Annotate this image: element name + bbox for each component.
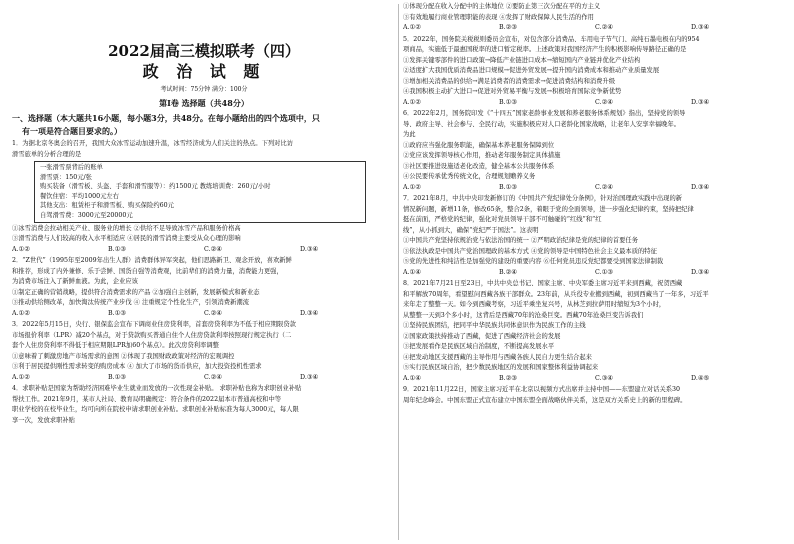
question-stem: 7．2021年8月，中共中央印发新修订的《中国共产党纪律处分条例》，针对治国理政实践中出现的新	[403, 195, 683, 202]
option-line: ④公民要传承优秀传统文化，合理规划赡养义务	[403, 173, 536, 180]
option-line: ③有效地履行商业管理职能的表现 ④发挥了财政保障人民生活的作用	[403, 13, 594, 21]
choice-b: B.②④	[499, 268, 517, 276]
bill-line: 一张滑雪票背后的账单	[40, 164, 103, 171]
choice-a: A.①②	[403, 24, 421, 31]
bill-line: 餐饮住宿：平均1000元左右	[40, 192, 119, 200]
question-4	[12, 384, 396, 426]
option-line: ②党应该发挥领导核心作用，推动老年服务制定具体措施	[403, 152, 561, 159]
answer-choices	[403, 374, 787, 385]
option-line: ③依法执政是中国共产党治国理政的基本方式 ④党的领导是中国特色社会主义最本质的特征	[403, 247, 657, 255]
bill-line: 自驾滑雪费：3000元至20000元	[40, 211, 133, 219]
choice-a: A.①②	[12, 309, 30, 317]
answer-choices	[12, 245, 396, 256]
option-line: ②国家政策扶持推动了西藏，促进了西藏经济社会的发展	[403, 332, 561, 340]
option-line: ①体现分配在收入分配中的主体地位 ②要防止第三次分配在平的方主义	[403, 3, 601, 10]
question-6	[403, 109, 787, 193]
choice-c: C.①③	[595, 268, 613, 276]
option-line: ③把发展看作是民族区域自治制度，不断提高发展水平	[403, 343, 555, 350]
choice-b: B.①③	[108, 373, 126, 381]
question-stem: 3．2022年5月15日，央行、银保监会宣布下调商业住房贷利率，首套房贷利率为不低于相应期限贷款	[12, 321, 296, 329]
question-stem: 职业学校的在校毕业生，均可向所在院校申请求职创业补贴。求职创业补贴标准为每人3000元，每人限	[12, 406, 299, 414]
question-stem: 8．2021年7月21日至23日，中共中央总书记、国家主席、中央军委主席习近平来到西藏，祝贺西藏	[403, 280, 683, 287]
question-stem: 和平解放70周年，看望慰问西藏各族干部群众。23年前，从兵役专业搬到西藏，初到西藏当了一年多，习近平	[403, 290, 709, 298]
option-line: ③滑雪消费与人们较高的收入水平相适应 ④居民的滑雪消费主要受从众心理的影响	[12, 235, 241, 243]
question-3	[12, 320, 396, 383]
choice-c: C.②④	[204, 245, 222, 253]
section-heading-line: 有一项是符合题目要求的。）	[22, 126, 122, 136]
choice-d: D.③④	[691, 268, 710, 276]
question-stem: 1．为据北京冬奥会的召开，我国大众冰雪运动加速升温，冰雪经济成为人们关注的热点。下列对比访	[12, 140, 294, 147]
choice-d: D.③④	[691, 98, 710, 106]
choice-a: A.①②	[12, 373, 30, 381]
question-1	[12, 139, 396, 255]
answer-choices	[403, 183, 787, 194]
section-heading-line: 一、选择题（本大题共16小题，每小题3分，共48分。在每小题给出的四个选项中，只	[12, 113, 320, 123]
section-heading	[12, 112, 396, 138]
choice-d: D.④⑤	[691, 374, 710, 382]
question-stem: 滑雪旅单的分析合理的是	[12, 150, 82, 158]
right-column	[403, 0, 787, 544]
left-column	[12, 0, 396, 544]
choice-b: B.①③	[108, 245, 126, 253]
question-2	[12, 256, 396, 319]
choice-d: D.③④	[691, 24, 710, 31]
option-line: ③推动供给侧改革，加快淘汰传统产业步伐 ④ 注重规定个性化生产，引领消费新潮流	[12, 299, 249, 307]
answer-choices	[403, 268, 787, 279]
option-line: ①制定正确的营销战略，提供符合消费需求的产品 ②加强自主创新，发展新模式和新业态	[12, 288, 260, 296]
choice-a: A.①②	[12, 245, 30, 253]
option-line: ①坚持民族团结，把同平中华民族共同体意识作为民族工作的主线	[403, 322, 586, 329]
bill-line: 购买装备（滑雪板、头盔、手套和滑雪服等）：约1500元 教练培训费：260元/小时	[40, 183, 271, 191]
choice-c: C.②④	[204, 309, 222, 317]
question-stem: ③增加相关消费品的供给→满足消费者的消费需求→促进消费结构和消费升级	[403, 77, 616, 85]
question-stem: 2．“Z世代”（1995年至2009年出生人群）消费群体异军突起，他们思路新卫、观念开放，喜欢新鲜	[12, 257, 292, 265]
exam-title: 2022届高三模拟联考（四）	[108, 42, 300, 60]
question-stem: 套个人住房贷利率不得低于相应期限LPR加60个基点）。此次房贷利率调整	[12, 342, 219, 350]
question-stem: ①发挥关键零部件的进口政策→降低产业链进口成本→缩短国内产业链并优化产业结构	[403, 56, 641, 64]
bill-line: 其他支出：租赁柜子和滑雪板、购买保险约60元	[40, 202, 174, 210]
question-stem: 6．2022年2月，国务院印发《“十四五”国家老龄事业发展和养老服务体系规划》指出，坚持党的领导	[403, 110, 686, 117]
column-divider	[398, 4, 399, 540]
choice-c: C.②④	[595, 183, 613, 191]
choice-d: D.③④	[691, 183, 710, 191]
choice-c: C.②④	[204, 373, 222, 381]
choice-b: B.①③	[499, 98, 517, 106]
question-stem: 线”，从小抓到大，确保“党纪严于国法”。这表明	[403, 226, 539, 234]
question-stem: 4．求职补贴是国家为帮助经济困难毕业生就业而发放的一次性现金补贴。 求职补贴也称为求职创业补贴	[12, 385, 302, 393]
question-9	[403, 385, 787, 406]
part-title: 第Ⅰ卷 选择题（共48分）	[159, 98, 249, 108]
choice-c: C.③④	[595, 374, 613, 382]
question-stem: 情况新问题，新增11条，修改65条，整合2条，着眼于党的全面领导，进一步强化纪律约束，坚持把纪律	[403, 205, 694, 213]
answer-choices	[12, 309, 396, 320]
question-stem: ④我国积极主动扩大进口→促进对外贸易平衡与发展→积极培育国际竞争新优势	[403, 88, 622, 95]
choice-c: C.②④	[595, 98, 613, 106]
question-stem: 周年纪念峰会。中国东盟正式宣布建立中国东盟全面战略伙伴关系，这是双方关系史上的新的里程碑。	[403, 396, 687, 404]
question-stem: 5．2022年，国务院关税税则委员会宣布，对包含部分消费品、车用电子节气门、高纯石墨电极在内的954	[403, 35, 700, 43]
option-line: ①冰雪消费会拉动相关产业、服务业的增长 ②供给不足导致冰雪产品和服务价格高	[12, 224, 241, 232]
choice-b: B.②③	[499, 24, 517, 31]
bill-line: 滑雪票：150元/张	[40, 173, 92, 181]
option-line: ④把发动地区支援西藏的主导作用与西藏各族人民自力更生结合起来	[403, 353, 592, 361]
question-stem: 项商品，实施低于最惠国税率的进口暂定税率。上述政策对我国经济产生的积极影响传导路径正确的是	[403, 46, 687, 53]
question-stem: 享一次，发放求职补贴	[12, 416, 75, 424]
choice-a: A.①②	[403, 183, 421, 191]
answer-choices	[12, 373, 396, 384]
question-stem: 来年走了整整一天。如今到西藏考察，习近平乘坐复兴号，从林芝到拉萨用时缩短为3个小时，	[403, 301, 666, 308]
choice-a: A.①④	[403, 374, 421, 382]
question-8	[403, 279, 787, 384]
question-4-options	[403, 2, 787, 34]
question-stem: 导、政府主导、社会参与、全民行动，实施积极应对人口老龄化国家战略，让老年人安享幸福晚年。	[403, 120, 681, 128]
choice-b: B.①③	[499, 183, 517, 191]
question-stem: 和推荐，形成了内外兼修、乐于尝鲜、国货自强等消费观，比前辈们的消费力量，消费能力更强，	[12, 267, 283, 275]
option-line: ①意味着了刺激房地产市场需求的意图 ②体现了我国财政政策对经济的宏观调控	[12, 352, 235, 360]
question-5	[403, 35, 787, 109]
choice-d: D.③④	[300, 309, 319, 317]
option-line: ①中国共产党坚持依规治党与依法治国的统一 ②严明政治纪律是党的纪律的首要任务	[403, 237, 638, 244]
question-7	[403, 194, 787, 278]
question-stem: 挺在前面，严格党的纪律，强化对党员领导干部不可触碰的“红线”和“红	[403, 216, 602, 223]
choice-d: D.③④	[300, 245, 319, 253]
option-line: ③利于居民提供刚性需求转变的购房成本 ④ 加大了市场的货币供应，加大投资投机性需求	[12, 363, 262, 371]
option-line: ⑤党的先进性和纯洁性是加强党的建设的重要内容 ⑥任何党员违反党纪都要受到国家法律制裁	[403, 258, 664, 265]
option-line: ③社区要推进设施适老化改造，健全基本公共服务体系	[403, 162, 555, 170]
question-stem: 帮扶工作。2021年9月，某市人社局、教育局明确规定：符合条件的2022届本市普通高校和中等	[12, 395, 282, 403]
exam-info: 考试时间：75分钟 满分：100分	[160, 86, 248, 93]
question-stem: 为此	[403, 131, 416, 138]
answer-choices	[403, 98, 787, 109]
question-stem: 从整整一天到3个多小时，这背后是西藏70年的沧桑巨变。西藏70年沧桑巨变告诉我们	[403, 311, 644, 319]
choice-d: D.③④	[300, 373, 319, 381]
choice-c: C.②④	[595, 24, 613, 31]
option-line: ⑤实行民族区域自治，把少数民族地区的发展和国家整体利益协调起来	[403, 364, 599, 371]
option-line: ①政府应当强化服务职能，确保基本养老服务保障到位	[403, 141, 555, 149]
bill-box	[34, 161, 366, 223]
question-stem: 为消费市场注入了新鲜血液。为此，企业应该	[12, 278, 138, 286]
question-stem: 市场报价利率（LPR）减20个基点，对于贷款购买普通自住个人住房贷款利率按照现行规定执行（二	[12, 331, 292, 339]
choice-b: B.①③	[108, 309, 126, 317]
choice-a: A.①④	[403, 268, 421, 276]
answer-choices	[403, 23, 787, 34]
question-stem: 9．2021年11月22日，国家主席习近平在北京以视频方式出席并主持中国——东盟建立对话关系30	[403, 386, 681, 393]
choice-b: B.②③	[499, 374, 517, 382]
exam-subject: 政 治 试 题	[142, 62, 266, 81]
question-stem: ②适度扩大我国优质消费品进口规模→促进外贸发展→提升国内消费成本和推动产业质量发展	[403, 67, 660, 74]
choice-a: A.①②	[403, 98, 421, 106]
